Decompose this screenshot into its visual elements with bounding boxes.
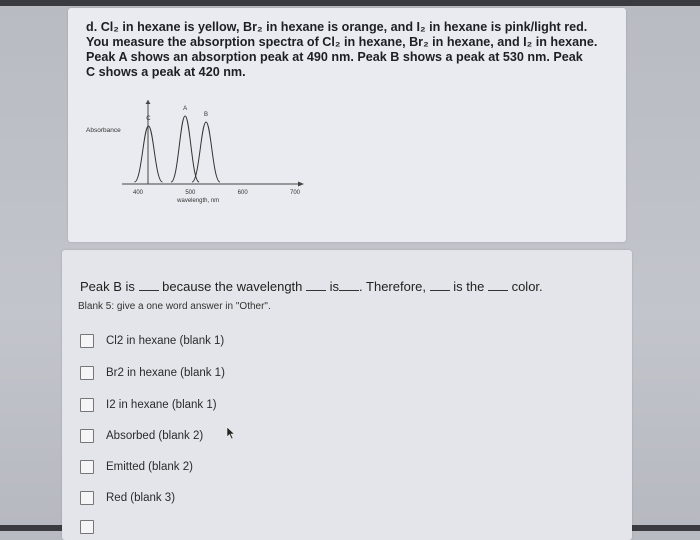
fill-text-4: . Therefore, bbox=[359, 279, 426, 294]
fill-text-1: Peak B is bbox=[80, 279, 135, 294]
question-text bbox=[86, 20, 616, 80]
option-label: I2 in hexane (blank 1) bbox=[106, 399, 217, 411]
x-tick-label: 600 bbox=[237, 190, 248, 196]
peak-label-c: C bbox=[146, 116, 151, 122]
option-label: Red (blank 3) bbox=[106, 492, 176, 504]
checkbox[interactable] bbox=[80, 366, 94, 380]
fill-text-3: is bbox=[329, 279, 340, 294]
fill-in-sentence bbox=[80, 279, 625, 294]
x-axis-label: wavelength, nm bbox=[177, 198, 220, 204]
question-line-4: C shows a peak at 420 nm. bbox=[86, 65, 246, 79]
checkbox[interactable] bbox=[80, 398, 94, 412]
peak-b bbox=[192, 122, 220, 182]
option-label: Absorbed (blank 2) bbox=[106, 430, 204, 442]
x-tick-label: 700 bbox=[289, 190, 301, 196]
blank-4[interactable] bbox=[430, 280, 450, 291]
option-i2[interactable] bbox=[80, 396, 217, 414]
option-red[interactable] bbox=[80, 489, 175, 507]
blank-2[interactable] bbox=[306, 280, 326, 291]
option-label: Emitted (blank 2) bbox=[106, 461, 193, 473]
blank-1[interactable] bbox=[139, 280, 159, 291]
checkbox[interactable] bbox=[80, 429, 94, 443]
option-absorbed[interactable] bbox=[80, 427, 203, 445]
answer-card bbox=[62, 250, 632, 540]
question-card bbox=[68, 8, 626, 242]
absorbance-spectrum-chart bbox=[80, 100, 330, 220]
option-emitted[interactable] bbox=[80, 458, 193, 476]
mouse-cursor-icon bbox=[226, 426, 236, 440]
option-cl2[interactable] bbox=[80, 332, 224, 350]
question-line-1: d. Cl₂ in hexane is yellow, Br₂ in hexane is orange, and I₂ in hexane is pink/light red. bbox=[86, 20, 588, 34]
peak-label-a: A bbox=[183, 106, 188, 112]
option-partial[interactable] bbox=[80, 518, 106, 536]
y-axis-label: Absorbance bbox=[86, 127, 121, 134]
x-tick-label: 500 bbox=[185, 190, 196, 196]
fill-text-5: is the bbox=[453, 279, 485, 294]
x-axis-arrow bbox=[298, 182, 304, 187]
fill-text-2: because the wavelength bbox=[162, 279, 303, 294]
checkbox[interactable] bbox=[80, 460, 94, 474]
checkbox[interactable] bbox=[80, 520, 94, 534]
question-line-3: Peak A shows an absorption peak at 490 nm. Peak B shows a peak at 530 nm. Peak bbox=[86, 50, 583, 64]
fill-text-6: color. bbox=[511, 279, 543, 294]
checkbox[interactable] bbox=[80, 334, 94, 348]
peak-label-b: B bbox=[204, 112, 209, 118]
option-label: Cl2 in hexane (blank 1) bbox=[106, 335, 225, 347]
option-br2[interactable] bbox=[80, 364, 225, 382]
x-tick-label: 400 bbox=[132, 190, 144, 196]
blank-5[interactable] bbox=[488, 280, 508, 291]
checkbox[interactable] bbox=[80, 491, 94, 505]
peak-a bbox=[171, 116, 199, 182]
y-axis-arrow bbox=[146, 100, 151, 104]
option-label: Br2 in hexane (blank 1) bbox=[106, 367, 225, 379]
blank-3[interactable] bbox=[339, 280, 359, 291]
question-line-2: You measure the absorption spectra of Cl₂ in hexane, Br₂ in hexane, and I₂ in hexane. bbox=[86, 35, 598, 49]
blank-note: Blank 5: give a one word answer in "Other". bbox=[78, 301, 271, 312]
